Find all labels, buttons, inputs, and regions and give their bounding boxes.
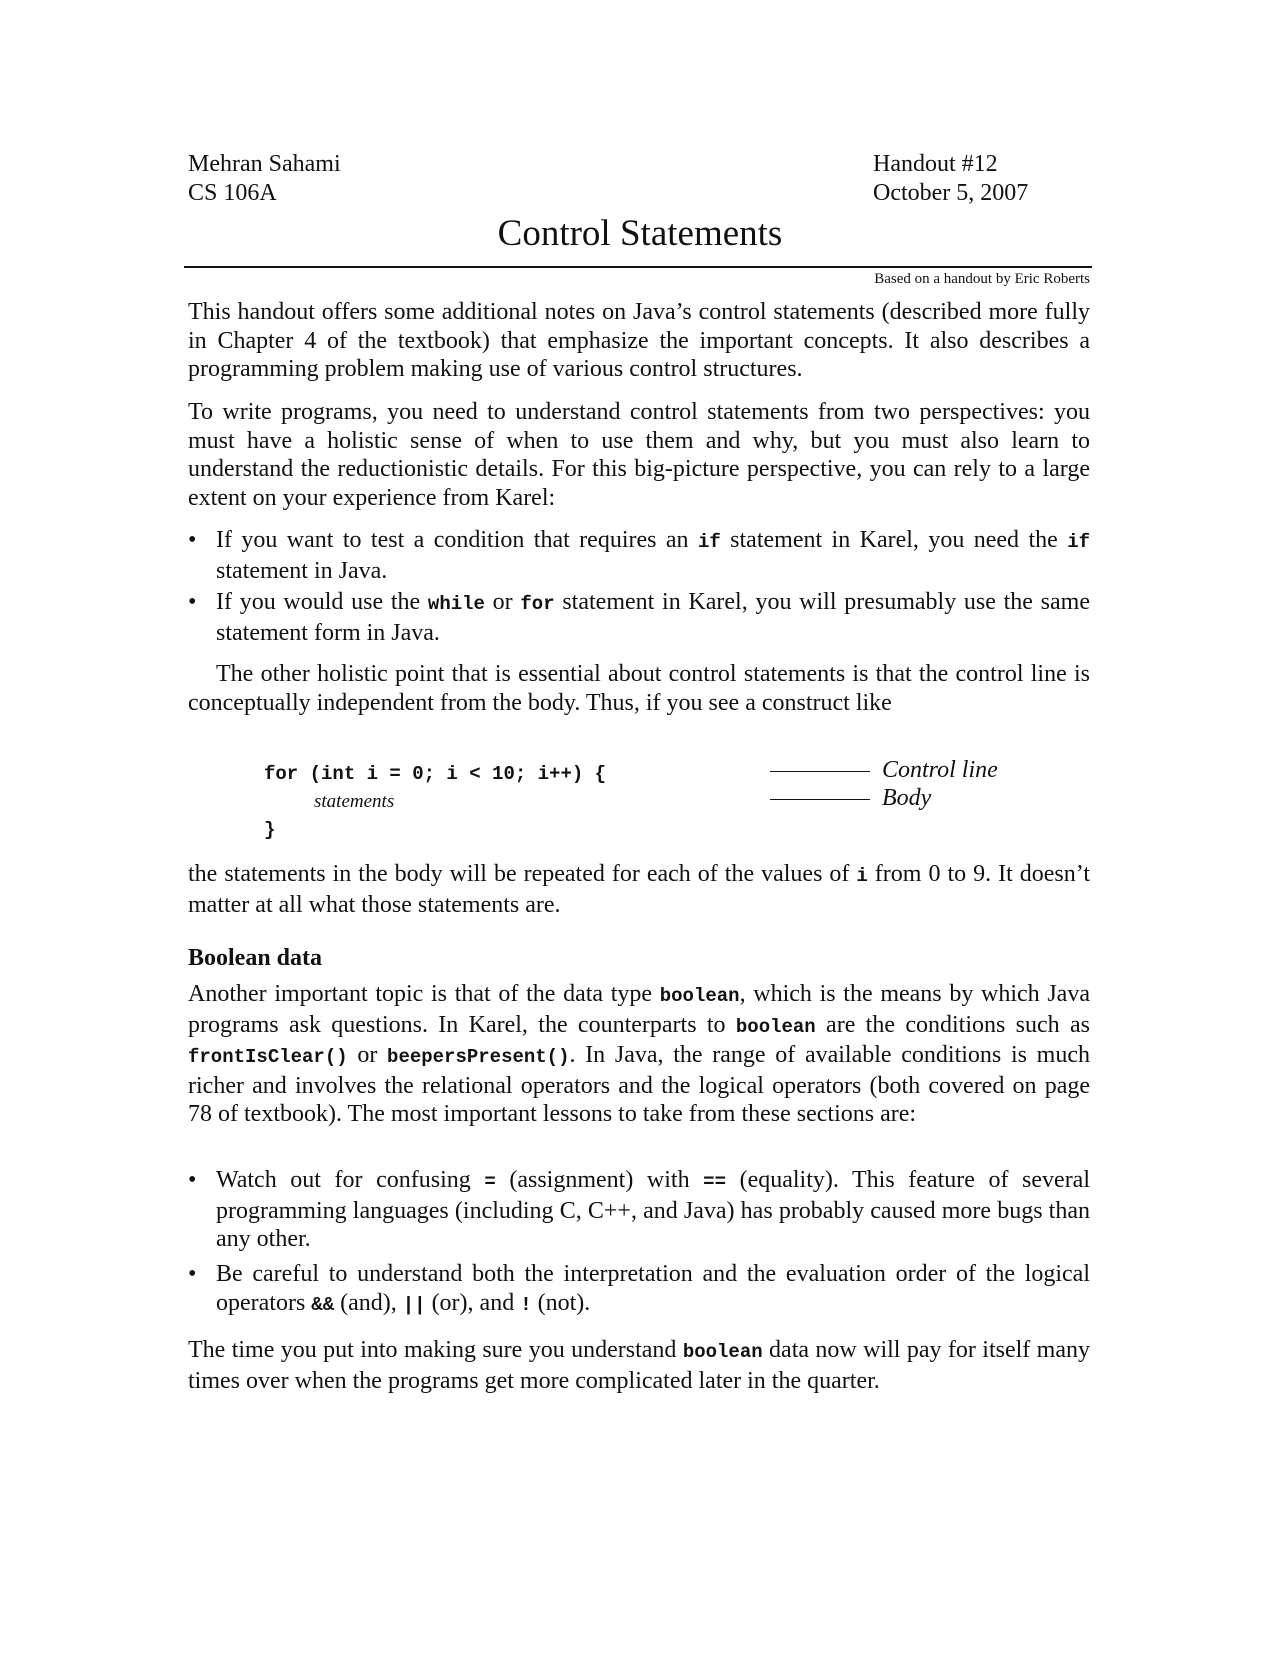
handout-date: October 5, 2007 <box>873 180 1029 206</box>
text-run: (and), <box>334 1289 403 1316</box>
text-run: Watch out for confusing <box>216 1167 485 1193</box>
code-beeperspresent: beepersPresent() <box>387 1046 570 1068</box>
code-control-line: for (int i = 0; i < 10; i++) { <box>264 763 607 785</box>
code-boolean: boolean <box>682 1341 763 1363</box>
intro-paragraph-2: To write programs, you need to understand control statements from two perspectives: you must have a holistic sense of when to use them and why, but you must also learn to understand the reductionistic details. For this big-picture perspective, you can rely to a large extent on your experience from Karel: <box>188 399 1090 511</box>
intro-paragraph-1: This handout offers some additional notes on Java’s control statements (described more fully in Chapter 4 of the textbook) that emphasize the important concepts. It also describes a programming problem making use of various control structures. <box>188 299 1090 382</box>
handout-number: Handout #12 <box>873 151 998 177</box>
code-while: while <box>427 593 485 615</box>
text-run: (assignment) with <box>495 1167 704 1193</box>
bullet-text <box>216 1166 1090 1254</box>
text-run: or <box>347 1042 388 1068</box>
holistic-paragraph: The other holistic point that is essential about control statements is that the control line is conceptually independent from the body. Thus, if you see a construct like <box>188 661 1090 716</box>
annotation-body <box>770 784 931 812</box>
annotation-label: Control line <box>882 757 998 783</box>
boolean-paragraph <box>188 980 1090 1129</box>
text-run: or <box>484 589 521 615</box>
code-assign: = <box>484 1171 496 1193</box>
text-run: statement in Java. <box>216 557 388 584</box>
text-run: (equality). This feature of several programming languages (including C, C++, and Java) has probably caused more bugs than any other. <box>216 1167 1090 1252</box>
code-boolean: boolean <box>659 985 740 1007</box>
annotation-leader-line <box>770 799 870 800</box>
text-run: . In Java, the range of available conditions is much richer and involves the relational operators and the logical operators (both covered on page 78 of textbook). The most important lessons to take from these sections are: <box>188 1042 1090 1127</box>
code-closing-brace: } <box>264 819 276 841</box>
credit-line: Based on a handout by Eric Roberts <box>874 271 1090 287</box>
bullet-marker: • <box>188 589 197 615</box>
text-run: from 0 to 9. It doesn’t matter at all what those statements are. <box>188 861 1090 918</box>
bullet-text <box>216 526 1090 585</box>
bullet-item-assignment <box>188 1166 1090 1254</box>
after-code-paragraph <box>188 860 1090 919</box>
author-name: Mehran Sahami <box>188 151 341 177</box>
code-body: statements <box>314 791 395 812</box>
bullet-item-logical <box>188 1260 1090 1319</box>
code-if: if <box>1067 531 1090 553</box>
code-i: i <box>856 865 868 887</box>
annotation-label: Body <box>882 785 932 811</box>
bullet-marker: • <box>188 1167 197 1193</box>
code-for: for <box>520 593 555 615</box>
code-equals: == <box>703 1171 726 1193</box>
text-run: If you would use the <box>216 589 428 615</box>
code-and: && <box>311 1293 335 1316</box>
bullet-marker: • <box>188 527 197 553</box>
text-run: The time you put into making sure you understand <box>188 1337 683 1363</box>
course-code: CS 106A <box>188 180 277 206</box>
text-run: (not). <box>531 1289 591 1316</box>
bullet-item-if <box>188 526 1090 585</box>
code-not: ! <box>520 1293 532 1316</box>
bullet-text <box>216 1260 1090 1319</box>
text-run: If you want to test a condition that requires an <box>216 527 698 553</box>
page-title: Control Statements <box>497 213 783 254</box>
code-or: || <box>402 1293 426 1316</box>
code-if: if <box>697 531 721 553</box>
text-run: data now will pay for itself many times over when the programs get more complicated later in the quarter. <box>188 1337 1090 1394</box>
text-run: , which is the means by which Java programs ask questions. In Karel, the counterparts to <box>188 981 1090 1038</box>
annotation-control-line <box>770 756 998 784</box>
section-heading-boolean: Boolean data <box>188 945 323 971</box>
code-frontisclear: frontIsClear() <box>188 1046 348 1068</box>
code-boolean: boolean <box>735 1015 816 1038</box>
text-run: Be careful to understand both the interpretation and the evaluation order of the logical operators <box>216 1261 1090 1316</box>
closing-paragraph <box>188 1336 1090 1395</box>
text-run: the statements in the body will be repeated for each of the values of <box>188 861 857 887</box>
text-run: Another important topic is that of the data type <box>188 981 660 1007</box>
bullet-item-loops <box>188 588 1090 647</box>
text-run: statement in Karel, you will presumably use the same statement form in Java. <box>216 589 1090 646</box>
title-divider <box>184 266 1092 268</box>
text-run: are the conditions such as <box>815 1011 1090 1038</box>
header-left <box>188 150 341 208</box>
text-run: (or), and <box>425 1289 521 1316</box>
text-run: statement in Karel, you need the <box>720 527 1068 553</box>
code-example <box>264 760 606 844</box>
bullet-text <box>216 588 1090 647</box>
bullet-marker: • <box>188 1261 197 1287</box>
header-right <box>873 150 1028 208</box>
annotation-leader-line <box>770 771 870 772</box>
